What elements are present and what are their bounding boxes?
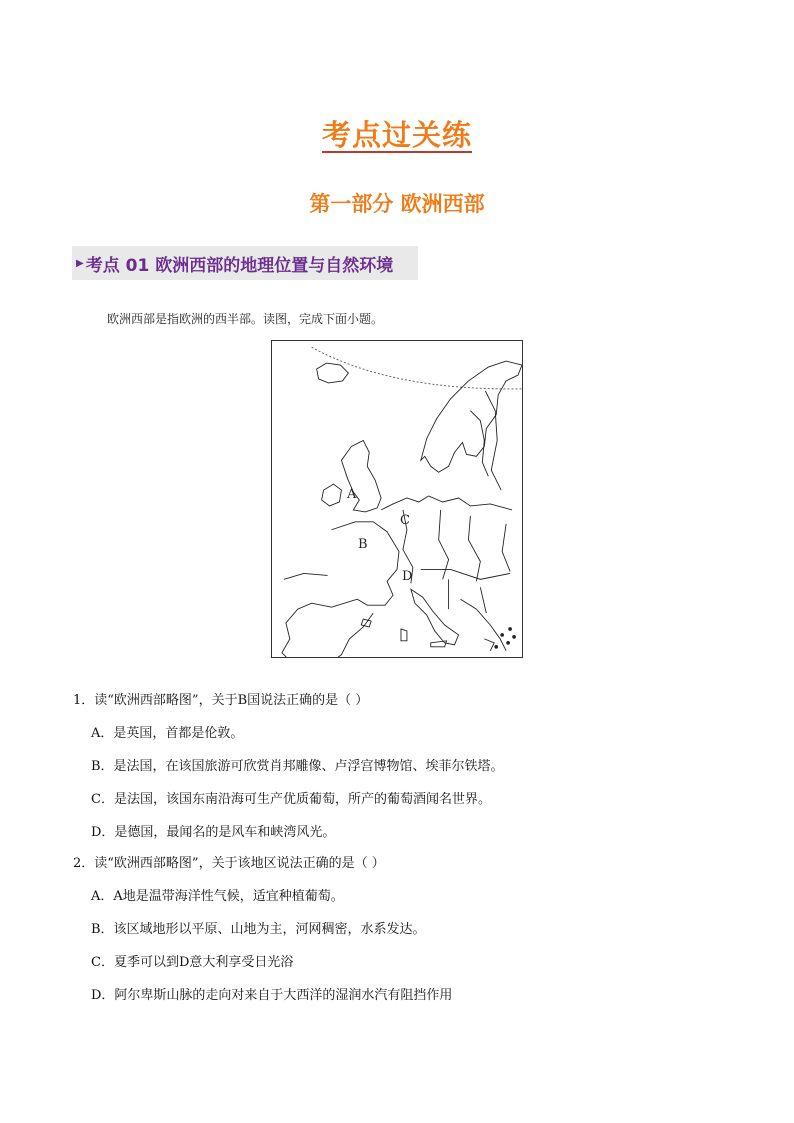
question-1-option-d: D．是德国，最闻名的是风车和峡湾风光。 [91,825,336,840]
map-label-a: A [347,487,357,502]
europe-map [271,340,523,658]
question-2-option-b: B．该区域地形以平原、山地为主，河网稠密，水系发达。 [91,922,426,937]
map-label-d: D [402,569,413,584]
question-1-option-b: B．是法国，在该国旅游可欣赏肖邦雕像、卢浮宫博物馆、埃菲尔铁塔。 [91,759,504,774]
intro-text: 欧洲西部是指欧洲的西半部。读图，完成下面小题。 [107,312,384,326]
triangle-icon: ▶ [76,257,84,269]
question-1-option-a: A．是英国，首都是伦敦。 [91,726,244,741]
part-subtitle: 第一部分 欧洲西部 [309,192,485,216]
question-1-stem: 1．读“欧洲西部略图”，关于B国说法正确的是（ ） [73,693,369,708]
section-header [72,246,418,280]
page-title: 考点过关练 [321,118,472,152]
map-label-c: C [400,513,410,528]
question-2-option-d: D．阿尔卑斯山脉的走向对来自于大西洋的湿润水汽有阻挡作用 [91,988,453,1003]
question-2-option-a: A．A地是温带海洋性气候，适宜种植葡萄。 [91,889,344,904]
question-2-stem: 2．读“欧洲西部略图”，关于该地区说法正确的是（ ） [73,856,385,871]
question-2-option-c: C．夏季可以到D意大利享受日光浴 [91,955,294,970]
section-label: 考点 01 欧洲西部的地理位置与自然环境 [85,255,394,276]
question-1-option-c: C．是法国，该国东南沿海可生产优质葡萄，所产的葡萄酒闻名世界。 [91,792,491,807]
map-label-b: B [358,537,368,552]
